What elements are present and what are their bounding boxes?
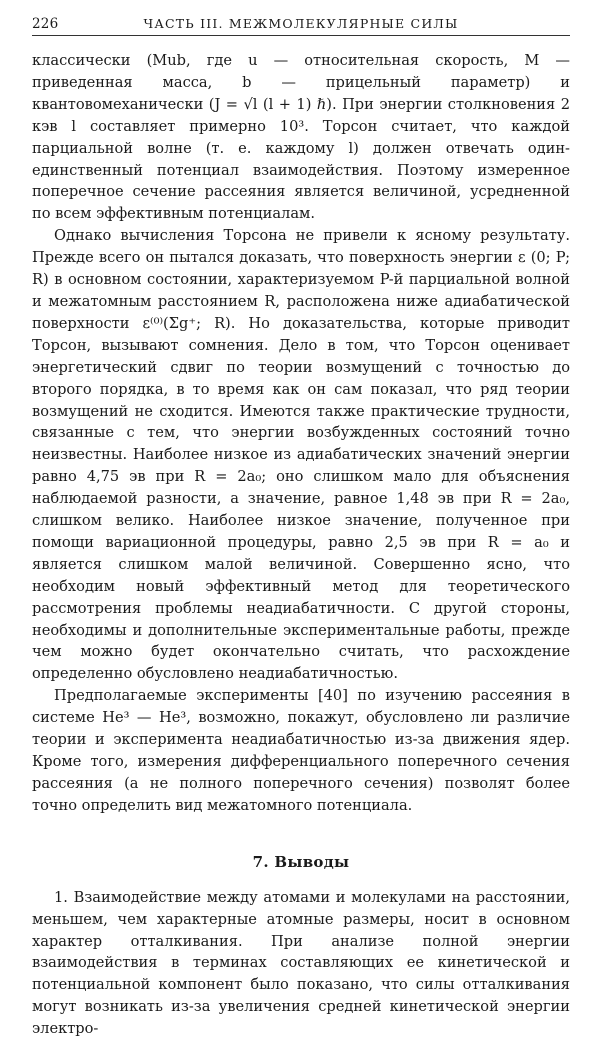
paragraph: Однако вычисления Торсона не привели к ясному результату. Прежде всего он пытался доказать, что поверхность энергии ε (0; P; R) в основном состоянии, характеризуемом P-й парциальной волной и межатомным расстоянием R, расположена ниже адиабатической поверхности ε⁽⁰⁾(Σg⁺; R). Но доказательства, которые приводит Торсон, вызывают сомнения. Дело в том, что Торсон оценивает энергетический сдвиг по теории возмущений с точностью до второго порядка, в то время как он сам показал, что ряд теории возмущений не сходится. Имеются также практические трудности, связанные с тем, что энергии возбужденных состояний точно неизвестны. Наиболее низкое из адиабатических значений энергии равно 4,75 эв при R = 2a₀; оно слишком мало для объяснения наблюдаемой разности, а значение, равное 1,48 эв при R = 2a₀, слишком велико. Наиболее низкое значение, полученное при помощи вариационной процедуры, равно 2,5 эв при R = a₀ и является слишком малой величиной. Совершенно ясно, что необходим новый эффективный метод для теоретического рассмотрения проблемы неадиабатичности. С другой стороны, необходимы и дополнительные экспериментальные работы, прежде чем можно будет окончательно считать, что расхождение определенно обусловлено неадиабатичностью. — [32, 227, 570, 683]
page-number: 226 — [32, 16, 59, 32]
running-title: ЧАСТЬ III. МЕЖМОЛЕКУЛЯРНЫЕ СИЛЫ — [143, 16, 459, 31]
section-title: 7. Выводы — [252, 852, 350, 871]
paragraph: классически (Mub, где u — относительная скорость, M — приведенная масса, b — прицельный параметр) и квантовомеханически (J = √l (l + 1) ℏ). При энергии столкновения 2 кэв l составляет примерно 10³. Торсон считает, что каждой парциальной волне (т. е. каждому l) должен отвечать один-единственный потенциал взаимодействия. Поэтому измеренное поперечное сечение рассеяния является величиной, усредненной по всем эффективным потенциалам. — [32, 52, 570, 223]
paragraph: Предполагаемые эксперименты [40] по изучению рассеяния в системе He³ — He³, возможно, покажут, обусловлено ли различие теории и эксперимента неадиабатичностью из-за движения ядер. Кроме того, измерения дифференциального поперечного сечения рассеяния (а не полного поперечного сечения) позволят более точно определить вид межатомного потенциала. — [32, 687, 570, 814]
book-page — [32, 16, 570, 1040]
body-text — [32, 50, 570, 1040]
paragraph: 1. Взаимодействие между атомами и молекулами на расстоянии, меньшем, чем характерные атомные размеры, носит в основном характер отталкивания. При анализе полной энергии взаимодействия в терминах составляющих ее кинетической и потенциальной компонент было показано, что силы отталкивания могут возникать из-за увеличения средней кинетической энергии электро- — [32, 888, 570, 1038]
running-head — [32, 16, 570, 36]
